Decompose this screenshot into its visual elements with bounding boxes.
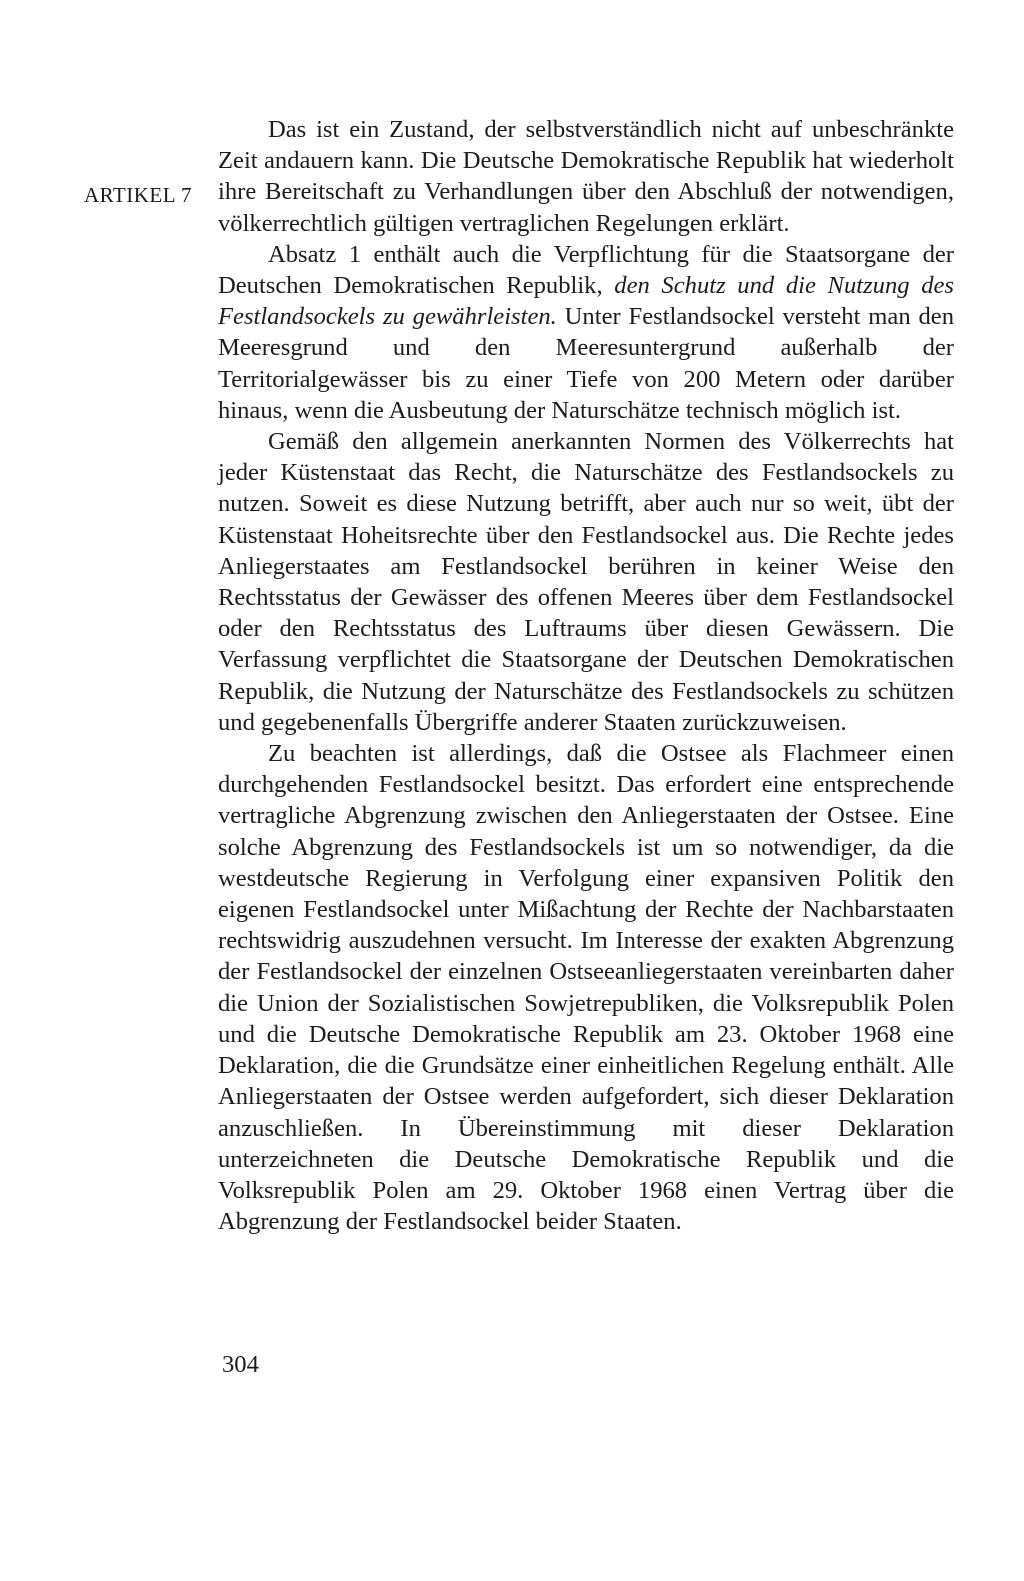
body-text [218, 114, 954, 1237]
paragraph-2-emphasis: den Schutz und die Nutzung des Festlandsockels zu gewährleisten. [218, 272, 954, 331]
page-number: 304 [222, 1351, 259, 1378]
paragraph-3 [218, 426, 954, 738]
paragraph-4 [218, 738, 954, 1237]
paragraph-4-text: Zu beachten ist allerdings, daß die Ostsee als Flachmeer einen durchgehenden Festlandsockel besitzt. Das erfordert eine entsprechende vertragliche Abgrenzung zwischen den Anliegerstaaten der Ostsee. Eine solche Abgrenzung des Festlandsockels ist um so notwendiger, da die westdeutsche Regierung in Verfolgung einer expansiven Politik den eigenen Festlandsockel unter Mißachtung der Rechte der Nachbarstaaten rechtswidrig auszudehnen versucht. Im Interesse der exakten Abgrenzung der Festlandsockel der einzelnen Ostseeanliegerstaaten vereinbarten daher die Union der Sozialistischen Sowjetrepubliken, die Volksrepublik Polen und die Deutsche Demokratische Republik am 23. Oktober 1968 eine Deklaration, die die Grundsätze einer einheitlichen Regelung enthält. Alle Anliegerstaaten der Ostsee werden aufgefordert, sich dieser Deklaration anzuschließen. In Übereinstimmung mit dieser Deklaration unterzeichneten die Deutsche Demokratische Republik und die Volksrepublik Polen am 29. Oktober 1968 einen Vertrag über die Abgrenzung der Festlandsockel beider Staaten. [218, 740, 954, 1236]
paragraph-2-text-end: Unter Festlandsockel versteht man den Meeresgrund und den Meeresuntergrund außerhalb der Territorialgewässer bis zu einer Tiefe von 200 Metern oder darüber hinaus, wenn die Ausbeutung der Naturschätze technisch möglich ist. [218, 303, 954, 424]
paragraph-3-text: Gemäß den allgemein anerkannten Normen des Völkerrechts hat jeder Küstenstaat das Recht, die Naturschätze des Festlandsockels zu nutzen. Soweit es diese Nutzung betrifft, aber auch nur so weit, übt der Küstenstaat Hoheitsrechte über den Festlandsockel aus. Die Rechte jedes Anliegerstaates am Festlandsockel berühren in keiner Weise den Rechtsstatus der Gewässer des offenen Meeres über dem Festlandsockel oder den Rechtsstatus des Luftraums über diesen Gewässern. Die Verfassung verpflichtet die Staatsorgane der Deutschen Demokratischen Republik, die Nutzung der Naturschätze des Festlandsockels zu schützen und gegebenenfalls Übergriffe anderer Staaten zurückzuweisen. [218, 428, 954, 736]
paragraph-1-text: Das ist ein Zustand, der selbstverständlich nicht auf unbeschränkte Zeit andauern kann. Die Deutsche Demokratische Republik hat wiederholt ihre Bereitschaft zu Verhandlungen über den Abschluß der notwendigen, völkerrechtlich gültigen vertraglichen Regelungen erklärt. [218, 116, 954, 237]
margin-note-article: ARTIKEL 7 [84, 183, 193, 207]
paragraph-2 [218, 239, 954, 426]
paragraph-1 [218, 114, 954, 239]
paragraph-2-text-start: Absatz 1 enthält auch die Verpflichtung für die Staatsorgane der Deutschen Demokratischen Republik, [218, 240, 954, 300]
